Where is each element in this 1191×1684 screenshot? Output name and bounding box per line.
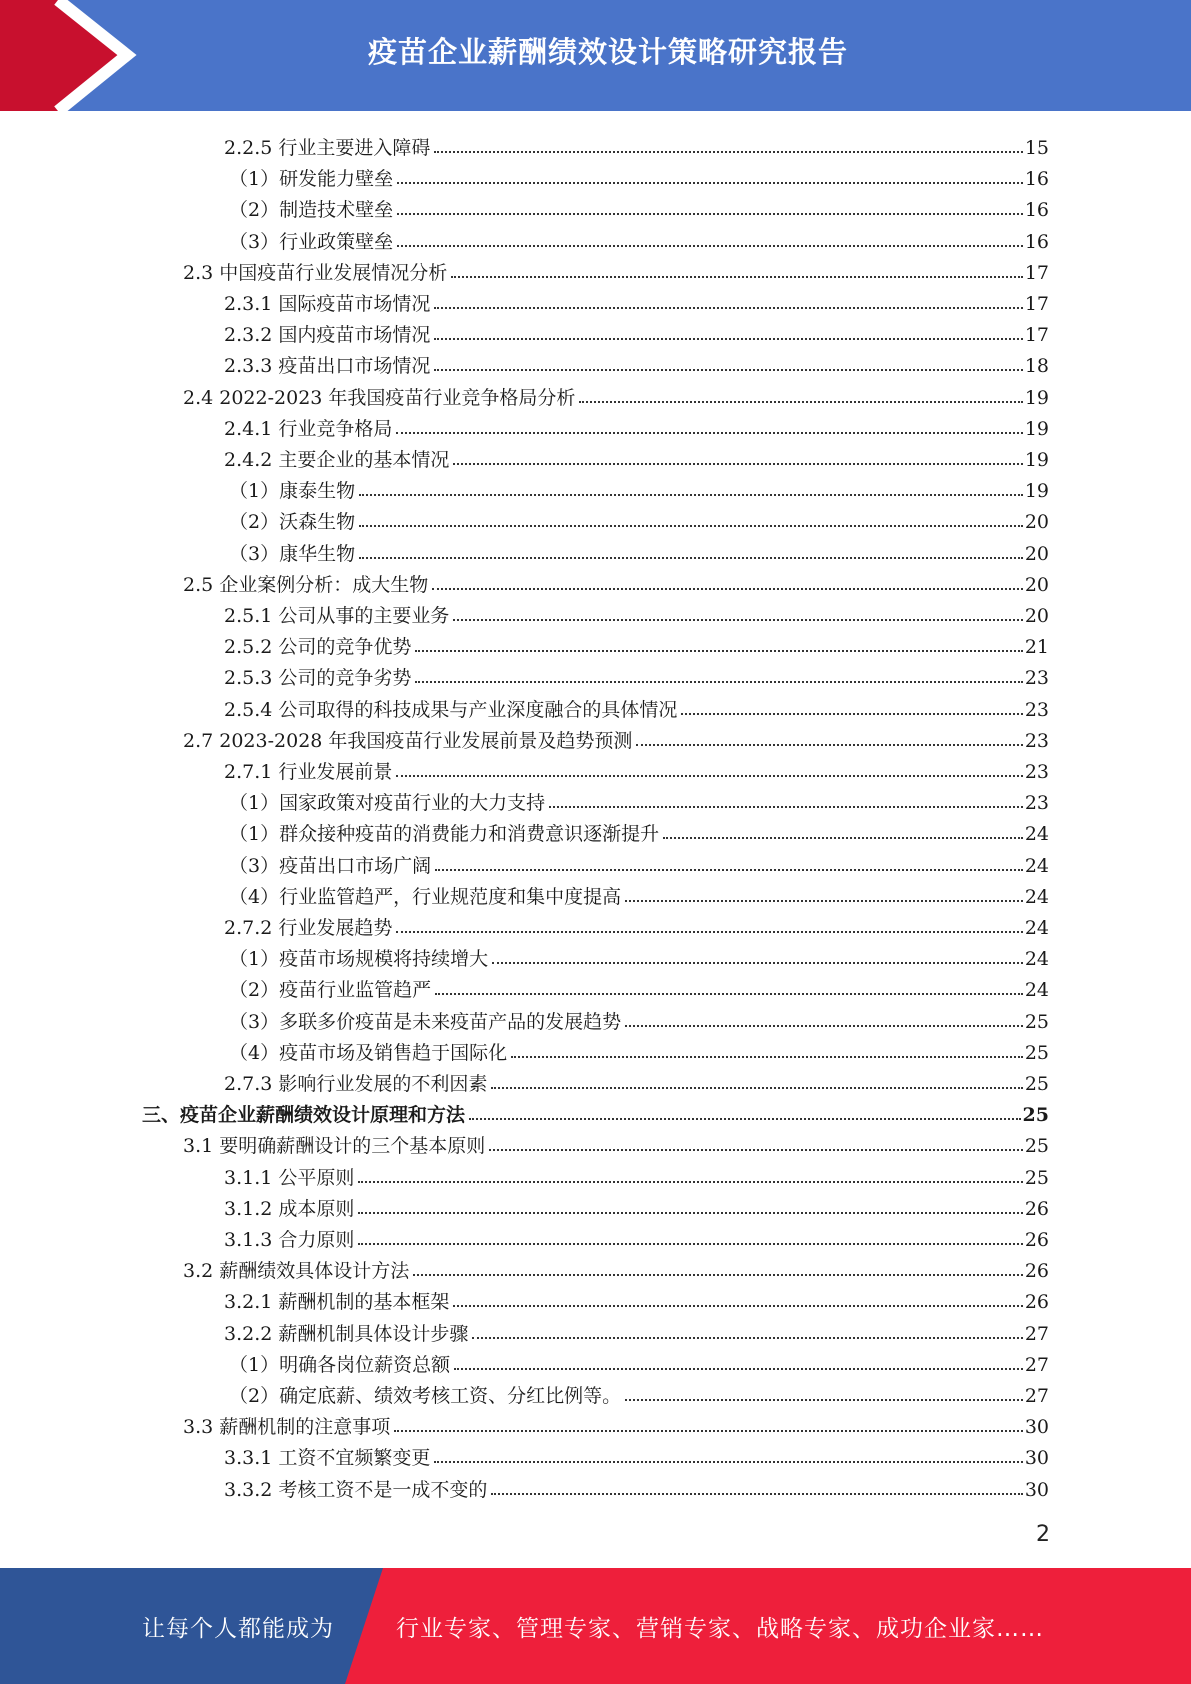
toc-entry-page: 27 xyxy=(1024,1322,1049,1345)
toc-entry-page: 24 xyxy=(1024,885,1049,908)
toc-entry-title: （1）国家政策对疫苗行业的大力支持 xyxy=(229,792,546,815)
toc-entry-page: 19 xyxy=(1024,417,1049,440)
toc-entry-title: （4）疫苗市场及销售趋于国际化 xyxy=(229,1041,508,1064)
toc-dot-leader xyxy=(434,151,1022,153)
toc-entry-title: 3.3.2 考核工资不是一成不变的 xyxy=(224,1478,488,1501)
toc-entry[interactable] xyxy=(224,627,1049,658)
toc-entry[interactable] xyxy=(183,253,1049,284)
toc-entry-title: 2.3.1 国际疫苗市场情况 xyxy=(224,293,431,315)
toc-entry[interactable] xyxy=(224,315,1049,346)
toc-entry[interactable] xyxy=(224,409,1049,440)
toc-dot-leader xyxy=(489,1149,1023,1151)
footer-slogan-left: 让每个人都能成为 xyxy=(142,1615,334,1642)
toc-entry-page: 24 xyxy=(1024,979,1049,1002)
toc-entry-title: （1）群众接种疫苗的消费能力和消费意识逐渐提升 xyxy=(229,823,660,846)
toc-dot-leader xyxy=(397,182,1023,184)
toc-entry-page: 20 xyxy=(1024,511,1049,534)
toc-entry[interactable] xyxy=(224,1470,1049,1501)
toc-entry-title: 三、疫苗企业薪酬绩效设计原理和方法 xyxy=(142,1104,466,1127)
toc-entry-title: 2.7.1 行业发展前景 xyxy=(224,761,393,783)
toc-entry-title: 3.2.1 薪酬机制的基本框架 xyxy=(224,1291,450,1314)
toc-dot-leader xyxy=(435,993,1023,995)
toc-entry-page: 24 xyxy=(1024,948,1049,971)
toc-entry-title: （1）明确各岗位薪资总额 xyxy=(229,1353,451,1376)
toc-entry[interactable] xyxy=(229,970,1049,1001)
toc-entry-page: 24 xyxy=(1024,854,1049,877)
toc-dot-leader xyxy=(549,806,1023,808)
toc-entry-page: 19 xyxy=(1024,449,1049,471)
toc-dot-leader xyxy=(359,494,1023,496)
toc-dot-leader xyxy=(413,1274,1023,1276)
toc-entry-title: 2.7 2023-2028 年我国疫苗行业发展前景及趋势预测 xyxy=(183,729,633,752)
toc-entry-page: 25 xyxy=(1024,1041,1049,1064)
toc-entry-page: 25 xyxy=(1022,1104,1049,1127)
toc-dot-leader xyxy=(435,869,1023,871)
toc-dot-leader xyxy=(511,1056,1023,1058)
toc-entry-title: （2）制造技术壁垒 xyxy=(229,199,394,222)
toc-entry[interactable] xyxy=(224,1220,1049,1251)
toc-entry[interactable] xyxy=(229,1376,1049,1407)
toc-entry[interactable] xyxy=(224,1314,1049,1345)
toc-entry[interactable] xyxy=(224,908,1049,939)
toc-entry-page: 17 xyxy=(1024,293,1049,315)
toc-entry[interactable] xyxy=(183,1126,1049,1157)
toc-entry-title: 2.4 2022-2023 年我国疫苗行业竞争格局分析 xyxy=(183,386,576,409)
toc-entry-title: 2.7.3 影响行业发展的不利因素 xyxy=(224,1073,488,1095)
toc-dot-leader xyxy=(491,1493,1022,1495)
toc-entry[interactable] xyxy=(229,222,1049,253)
toc-entry-page: 27 xyxy=(1024,1353,1049,1376)
toc-dot-leader xyxy=(394,1430,1023,1432)
toc-entry-page: 30 xyxy=(1024,1447,1049,1470)
toc-entry-title: 2.5.3 公司的竞争劣势 xyxy=(224,667,412,690)
toc-dot-leader xyxy=(396,432,1022,434)
toc-dot-leader xyxy=(397,213,1023,215)
toc-entry-page: 16 xyxy=(1024,230,1049,253)
toc-entry[interactable] xyxy=(224,284,1049,315)
toc-entry-title: （3）行业政策壁垒 xyxy=(229,230,394,253)
toc-dot-leader xyxy=(396,931,1022,933)
toc-entry-title: （3）多联多价疫苗是未来疫苗产品的发展趋势 xyxy=(229,1010,622,1033)
toc-entry[interactable] xyxy=(224,346,1049,377)
toc-entry-page: 23 xyxy=(1024,792,1049,815)
toc-entry[interactable] xyxy=(229,939,1049,970)
toc-dot-leader xyxy=(451,276,1023,278)
toc-dot-leader xyxy=(415,681,1022,683)
toc-entry[interactable] xyxy=(229,877,1049,908)
toc-entry[interactable] xyxy=(183,565,1049,596)
toc-entry-title: 3.1.1 公平原则 xyxy=(224,1166,355,1189)
toc-dot-leader xyxy=(434,1461,1022,1463)
toc-dot-leader xyxy=(625,1025,1023,1027)
toc-entry-page: 16 xyxy=(1024,168,1049,191)
toc-entry-page: 25 xyxy=(1024,1010,1049,1033)
toc-entry[interactable] xyxy=(229,783,1049,814)
toc-dot-leader xyxy=(472,1337,1022,1339)
toc-entry-page: 19 xyxy=(1024,480,1049,503)
toc-dot-leader xyxy=(358,1243,1022,1245)
toc-entry-title: （1）康泰生物 xyxy=(229,480,356,503)
toc-entry-title: 3.2 薪酬绩效具体设计方法 xyxy=(183,1260,410,1283)
toc-entry-title: 3.2.2 薪酬机制具体设计步骤 xyxy=(224,1322,469,1345)
toc-entry-page: 20 xyxy=(1024,573,1049,596)
toc-entry-title: （3）疫苗出口市场广阔 xyxy=(229,854,432,877)
footer-slogan-right: 行业专家、管理专家、营销专家、战略专家、成功企业家…… xyxy=(396,1615,1044,1642)
toc-entry-title: （3）康华生物 xyxy=(229,542,356,565)
toc-entry[interactable] xyxy=(224,1438,1049,1469)
toc-entry-page: 23 xyxy=(1024,729,1049,752)
toc-entry-page: 23 xyxy=(1024,698,1049,721)
toc-entry-page: 20 xyxy=(1024,542,1049,565)
toc-dot-leader xyxy=(491,1087,1022,1089)
toc-entry-title: 3.3 薪酬机制的注意事项 xyxy=(183,1416,391,1439)
toc-entry[interactable] xyxy=(183,1251,1049,1282)
toc-entry-title: 2.5.4 公司取得的科技成果与产业深度融合的具体情况 xyxy=(224,698,678,721)
toc-dot-leader xyxy=(358,1181,1022,1183)
toc-entry-title: （2）疫苗行业监管趋严 xyxy=(229,979,432,1002)
toc-entry[interactable] xyxy=(229,1002,1049,1033)
toc-dot-leader xyxy=(359,557,1023,559)
toc-dot-leader xyxy=(432,588,1023,590)
toc-entry-page: 21 xyxy=(1024,636,1049,659)
toc-entry[interactable] xyxy=(224,128,1049,159)
toc-dot-leader xyxy=(453,1305,1022,1307)
toc-dot-leader xyxy=(453,619,1022,621)
toc-dot-leader xyxy=(434,338,1022,340)
toc-entry-title: 2.4.2 主要企业的基本情况 xyxy=(224,449,450,471)
toc-entry[interactable] xyxy=(224,658,1049,689)
toc-dot-leader xyxy=(434,369,1022,371)
toc-entry[interactable] xyxy=(183,1407,1049,1438)
toc-entry[interactable] xyxy=(224,440,1049,471)
toc-entry-page: 23 xyxy=(1024,667,1049,690)
toc-entry[interactable] xyxy=(229,190,1049,221)
toc-entry-title: 2.3 中国疫苗行业发展情况分析 xyxy=(183,261,448,284)
toc-dot-leader xyxy=(415,650,1022,652)
toc-entry-title: 2.3.3 疫苗出口市场情况 xyxy=(224,355,431,378)
toc-entry-page: 18 xyxy=(1024,355,1049,378)
toc-entry[interactable] xyxy=(224,1282,1049,1313)
toc-dot-leader xyxy=(359,525,1023,527)
toc-entry-title: （4）行业监管趋严，行业规范度和集中度提高 xyxy=(229,885,622,908)
toc-entry-title: 2.7.2 行业发展趋势 xyxy=(224,917,393,939)
toc-entry-page: 17 xyxy=(1024,324,1049,347)
toc-dot-leader xyxy=(625,1399,1023,1401)
toc-dot-leader xyxy=(453,463,1022,465)
toc-entry-page: 27 xyxy=(1024,1385,1049,1407)
toc-entry[interactable] xyxy=(229,471,1049,502)
toc-entry[interactable] xyxy=(229,1345,1049,1376)
toc-entry[interactable] xyxy=(224,690,1049,721)
toc-entry[interactable] xyxy=(183,378,1049,409)
toc-entry[interactable] xyxy=(229,502,1049,533)
toc-entry-title: 2.4.1 行业竞争格局 xyxy=(224,417,393,440)
toc-entry-title: 3.1.2 成本原则 xyxy=(224,1197,355,1220)
toc-dot-leader xyxy=(454,1368,1023,1370)
header-band xyxy=(0,0,1191,111)
toc-entry-page: 25 xyxy=(1024,1135,1049,1158)
toc-entry-page: 20 xyxy=(1024,605,1049,627)
toc-entry[interactable] xyxy=(229,1033,1049,1064)
toc-entry-title: （1）疫苗市场规模将持续增大 xyxy=(229,948,489,971)
toc-entry-title: 2.5.2 公司的竞争优势 xyxy=(224,636,412,659)
toc-dot-leader xyxy=(492,962,1023,964)
toc-entry[interactable] xyxy=(224,596,1049,627)
toc-entry[interactable] xyxy=(229,846,1049,877)
toc-entry-page: 17 xyxy=(1024,261,1049,284)
toc-dot-leader xyxy=(579,401,1022,403)
toc-entry[interactable] xyxy=(224,1189,1049,1220)
toc-entry-page: 24 xyxy=(1024,823,1049,846)
toc-dot-leader xyxy=(396,775,1022,777)
toc-entry[interactable] xyxy=(224,1064,1049,1095)
page-number: 2 xyxy=(1036,1522,1050,1547)
toc-entry-page: 30 xyxy=(1024,1478,1049,1501)
toc-entry-title: 3.3.1 工资不宜频繁变更 xyxy=(224,1447,431,1470)
toc-entry-title: （2）沃森生物 xyxy=(229,511,356,534)
toc-entry-title: （2）确定底薪、绩效考核工资、分红比例等。 xyxy=(229,1385,622,1407)
toc-dot-leader xyxy=(358,1212,1022,1214)
toc-entry-page: 16 xyxy=(1024,199,1049,222)
toc-entry-page: 30 xyxy=(1024,1416,1049,1439)
toc-entry-title: 3.1.3 合力原则 xyxy=(224,1229,355,1251)
toc-entry-page: 15 xyxy=(1024,137,1049,159)
toc-dot-leader xyxy=(625,900,1023,902)
toc-entry[interactable] xyxy=(142,1095,1049,1126)
toc-entry[interactable] xyxy=(183,721,1049,752)
toc-entry-title: 3.1 要明确薪酬设计的三个基本原则 xyxy=(183,1135,486,1158)
toc-dot-leader xyxy=(681,713,1022,715)
toc-entry-page: 24 xyxy=(1024,917,1049,939)
footer-band xyxy=(0,1568,1191,1684)
toc-entry[interactable] xyxy=(224,752,1049,783)
toc-entry-title: 2.3.2 国内疫苗市场情况 xyxy=(224,324,431,347)
toc-entry-page: 23 xyxy=(1024,761,1049,783)
toc-entry[interactable] xyxy=(229,159,1049,190)
toc-entry[interactable] xyxy=(224,1158,1049,1189)
toc-entry-page: 25 xyxy=(1024,1073,1049,1095)
toc-entry-page: 26 xyxy=(1024,1291,1049,1314)
toc-dot-leader xyxy=(636,744,1022,746)
toc-dot-leader xyxy=(434,307,1022,309)
toc-entry[interactable] xyxy=(229,534,1049,565)
toc-entry-page: 25 xyxy=(1024,1166,1049,1189)
toc-dot-leader xyxy=(663,837,1023,839)
toc-dot-leader xyxy=(397,245,1023,247)
toc-entry-page: 26 xyxy=(1024,1260,1049,1283)
toc-entry-title: 2.5 企业案例分析：成大生物 xyxy=(183,573,429,596)
toc-entry-page: 19 xyxy=(1024,386,1049,409)
toc-entry-page: 26 xyxy=(1024,1197,1049,1220)
toc-entry[interactable] xyxy=(229,814,1049,845)
document-title: 疫苗企业薪酬绩效设计策略研究报告 xyxy=(367,34,848,69)
toc-entry-title: 2.5.1 公司从事的主要业务 xyxy=(224,605,450,627)
toc-entry-title: （1）研发能力壁垒 xyxy=(229,168,394,191)
toc-dot-leader xyxy=(469,1118,1021,1120)
toc-entry-page: 26 xyxy=(1024,1229,1049,1251)
toc-entry-title: 2.2.5 行业主要进入障碍 xyxy=(224,137,431,159)
